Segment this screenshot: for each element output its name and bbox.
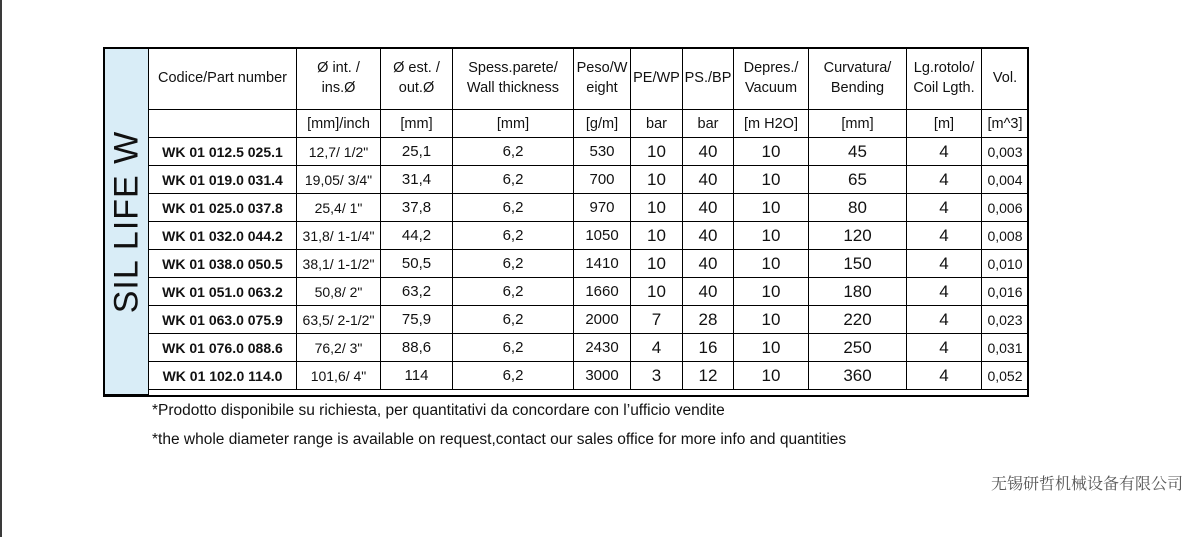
cell-inner-diameter: 25,4/ 1" — [297, 194, 381, 222]
table-row — [149, 166, 1029, 194]
table-row — [149, 306, 1029, 334]
cell-part-number: WK 01 019.0 031.4 — [149, 166, 297, 194]
cell-volume: 0,010 — [982, 250, 1029, 278]
cell-outer-diameter: 25,1 — [381, 138, 453, 166]
cell-coil-length: 4 — [907, 250, 982, 278]
unit-cell: [m H2O] — [734, 110, 809, 138]
header-part-number: Codice/Part number — [149, 48, 297, 110]
cell-volume: 0,006 — [982, 194, 1029, 222]
cell-coil-length: 4 — [907, 334, 982, 362]
table-row — [149, 278, 1029, 306]
header-vacuum: Depres./ Vacuum — [734, 48, 809, 110]
cell-vacuum: 10 — [734, 362, 809, 390]
cell-bending: 150 — [809, 250, 907, 278]
cell-volume: 0,004 — [982, 166, 1029, 194]
cell-inner-diameter: 63,5/ 2-1/2" — [297, 306, 381, 334]
cell-part-number: WK 01 051.0 063.2 — [149, 278, 297, 306]
cell-burst-pressure: 40 — [683, 194, 734, 222]
cell-bending: 360 — [809, 362, 907, 390]
cell-bending: 180 — [809, 278, 907, 306]
table-row — [149, 250, 1029, 278]
header-inner-diameter: Ø int. / ins.Ø — [297, 48, 381, 110]
cell-coil-length: 4 — [907, 362, 982, 390]
table-row — [149, 194, 1029, 222]
cell-working-pressure: 10 — [631, 222, 683, 250]
cell-wall-thickness: 6,2 — [453, 138, 574, 166]
cell-volume: 0,003 — [982, 138, 1029, 166]
cell-burst-pressure: 40 — [683, 138, 734, 166]
unit-cell: [mm] — [381, 110, 453, 138]
cell-working-pressure: 10 — [631, 166, 683, 194]
cell-vacuum: 10 — [734, 194, 809, 222]
cell-bending: 220 — [809, 306, 907, 334]
cell-part-number: WK 01 102.0 114.0 — [149, 362, 297, 390]
cell-outer-diameter: 50,5 — [381, 250, 453, 278]
cell-burst-pressure: 40 — [683, 250, 734, 278]
cell-weight: 530 — [574, 138, 631, 166]
cell-part-number: WK 01 076.0 088.6 — [149, 334, 297, 362]
cell-weight: 2430 — [574, 334, 631, 362]
cell-bending: 45 — [809, 138, 907, 166]
cell-burst-pressure: 12 — [683, 362, 734, 390]
cell-working-pressure: 10 — [631, 138, 683, 166]
left-edge-rule — [0, 0, 2, 537]
cell-coil-length: 4 — [907, 138, 982, 166]
cell-wall-thickness: 6,2 — [453, 194, 574, 222]
cell-weight: 3000 — [574, 362, 631, 390]
company-watermark: 无锡研哲机械设备有限公司 — [990, 476, 1183, 493]
cell-working-pressure: 10 — [631, 250, 683, 278]
cell-weight: 700 — [574, 166, 631, 194]
cell-bending: 80 — [809, 194, 907, 222]
cell-working-pressure: 4 — [631, 334, 683, 362]
cell-bending: 120 — [809, 222, 907, 250]
cell-working-pressure: 3 — [631, 362, 683, 390]
product-line-label: SIL LIFE W — [107, 130, 145, 313]
header-volume: Vol. — [982, 48, 1029, 110]
cell-burst-pressure: 40 — [683, 278, 734, 306]
cell-wall-thickness: 6,2 — [453, 250, 574, 278]
unit-cell: bar — [631, 110, 683, 138]
cell-wall-thickness: 6,2 — [453, 278, 574, 306]
cell-vacuum: 10 — [734, 250, 809, 278]
cell-part-number: WK 01 063.0 075.9 — [149, 306, 297, 334]
units-row — [149, 110, 1029, 138]
cell-inner-diameter: 101,6/ 4" — [297, 362, 381, 390]
unit-cell: [mm] — [809, 110, 907, 138]
unit-cell: [mm]/inch — [297, 110, 381, 138]
cell-bending: 250 — [809, 334, 907, 362]
cell-wall-thickness: 6,2 — [453, 166, 574, 194]
header-burst-pressure: PS./BP — [683, 48, 734, 110]
cell-coil-length: 4 — [907, 278, 982, 306]
cell-volume: 0,023 — [982, 306, 1029, 334]
cell-vacuum: 10 — [734, 278, 809, 306]
cell-wall-thickness: 6,2 — [453, 306, 574, 334]
cell-weight: 1050 — [574, 222, 631, 250]
cell-outer-diameter: 114 — [381, 362, 453, 390]
header-wall-thickness: Spess.parete/ Wall thickness — [453, 48, 574, 110]
cell-burst-pressure: 40 — [683, 222, 734, 250]
spec-table — [148, 47, 1029, 390]
header-outer-diameter: Ø est. / out.Ø — [381, 48, 453, 110]
cell-working-pressure: 10 — [631, 278, 683, 306]
cell-inner-diameter: 19,05/ 3/4" — [297, 166, 381, 194]
cell-vacuum: 10 — [734, 166, 809, 194]
cell-part-number: WK 01 038.0 050.5 — [149, 250, 297, 278]
unit-cell: [mm] — [453, 110, 574, 138]
cell-inner-diameter: 50,8/ 2" — [297, 278, 381, 306]
note-english: *the whole diameter range is available on request,contact our sales office for more info and quantities — [152, 431, 847, 448]
table-row — [149, 138, 1029, 166]
cell-inner-diameter: 31,8/ 1-1/4" — [297, 222, 381, 250]
cell-weight: 1410 — [574, 250, 631, 278]
cell-coil-length: 4 — [907, 166, 982, 194]
cell-part-number: WK 01 032.0 044.2 — [149, 222, 297, 250]
cell-volume: 0,008 — [982, 222, 1029, 250]
cell-bending: 65 — [809, 166, 907, 194]
cell-wall-thickness: 6,2 — [453, 334, 574, 362]
cell-vacuum: 10 — [734, 222, 809, 250]
header-working-pressure: PE/WP — [631, 48, 683, 110]
cell-outer-diameter: 75,9 — [381, 306, 453, 334]
cell-part-number: WK 01 025.0 037.8 — [149, 194, 297, 222]
cell-coil-length: 4 — [907, 194, 982, 222]
cell-burst-pressure: 16 — [683, 334, 734, 362]
note-italian: *Prodotto disponibile su richiesta, per quantitativi da concordare con l’ufficio vendite — [152, 402, 725, 419]
cell-weight: 2000 — [574, 306, 631, 334]
cell-coil-length: 4 — [907, 306, 982, 334]
header-weight: Peso/W eight — [574, 48, 631, 110]
unit-cell: [m] — [907, 110, 982, 138]
cell-weight: 970 — [574, 194, 631, 222]
cell-burst-pressure: 28 — [683, 306, 734, 334]
cell-volume: 0,016 — [982, 278, 1029, 306]
cell-volume: 0,052 — [982, 362, 1029, 390]
unit-cell: [g/m] — [574, 110, 631, 138]
cell-coil-length: 4 — [907, 222, 982, 250]
product-line-cell — [103, 47, 149, 396]
cell-weight: 1660 — [574, 278, 631, 306]
cell-inner-diameter: 38,1/ 1-1/2" — [297, 250, 381, 278]
cell-vacuum: 10 — [734, 306, 809, 334]
cell-part-number: WK 01 012.5 025.1 — [149, 138, 297, 166]
header-bending: Curvatura/ Bending — [809, 48, 907, 110]
header-row — [149, 48, 1029, 110]
header-coil-length: Lg.rotolo/ Coil Lgth. — [907, 48, 982, 110]
cell-working-pressure: 10 — [631, 194, 683, 222]
unit-cell: [m^3] — [982, 110, 1029, 138]
cell-inner-diameter: 12,7/ 1/2" — [297, 138, 381, 166]
cell-outer-diameter: 31,4 — [381, 166, 453, 194]
cell-burst-pressure: 40 — [683, 166, 734, 194]
cell-vacuum: 10 — [734, 138, 809, 166]
cell-outer-diameter: 37,8 — [381, 194, 453, 222]
cell-outer-diameter: 63,2 — [381, 278, 453, 306]
table-row — [149, 334, 1029, 362]
cell-volume: 0,031 — [982, 334, 1029, 362]
table-row — [149, 362, 1029, 390]
cell-wall-thickness: 6,2 — [453, 362, 574, 390]
cell-wall-thickness: 6,2 — [453, 222, 574, 250]
cell-outer-diameter: 44,2 — [381, 222, 453, 250]
cell-outer-diameter: 88,6 — [381, 334, 453, 362]
unit-cell: bar — [683, 110, 734, 138]
cell-vacuum: 10 — [734, 334, 809, 362]
unit-cell — [149, 110, 297, 138]
cell-working-pressure: 7 — [631, 306, 683, 334]
spec-table-body — [149, 48, 1029, 390]
cell-inner-diameter: 76,2/ 3" — [297, 334, 381, 362]
table-row — [149, 222, 1029, 250]
